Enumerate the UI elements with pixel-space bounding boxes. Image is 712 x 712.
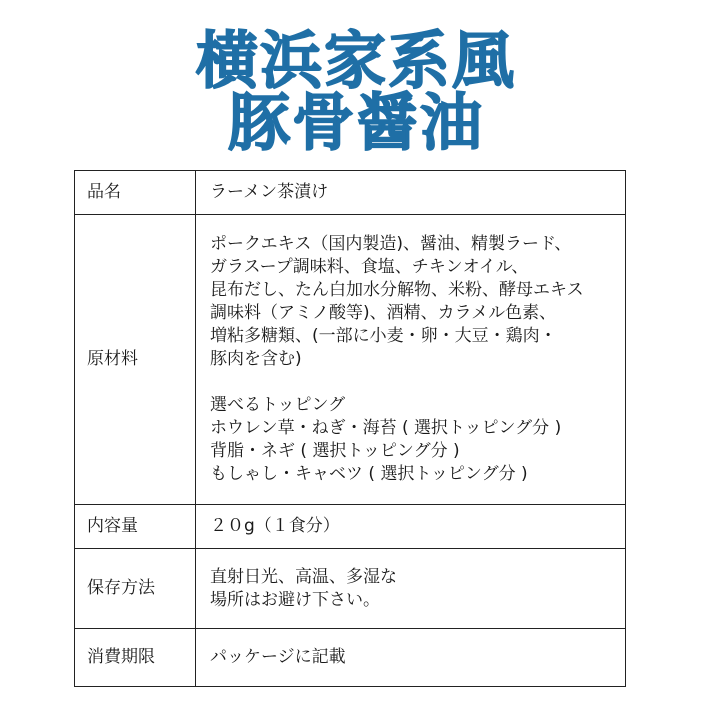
net-content-value: ２０g（１食分） [196,505,626,549]
product-title-line2: 豚骨醤油 [227,86,484,159]
ingredients-toppings-text: 選べるトッピング ホウレン草・ねぎ・海苔 ( 選択トッピング分 ) 背脂・ネギ ( 選択トッピング分 ) もしゃし・キャベツ ( 選択トッピング分 ) [210,395,562,484]
product-name-value: ラーメン茶漬け [196,171,626,215]
row-expiry [75,629,626,687]
ingredients-main-text: ポークエキス（国内製造)、醤油、精製ラード、 ガラスープ調味料、食塩、チキンオイル、 昆布だし、たん白加水分解物、米粉、酵母エキス 調味料（アミノ酸等)、酒精、カラメル色素、 増粘多糖類、(一部に小麦・卵・大豆・鶏肉・ 豚肉を含む) [210,234,584,369]
ingredients-value [196,215,626,505]
storage-value: 直射日光、高温、多湿な 場所はお避け下さい。 [196,549,626,629]
ingredients-spacer [210,371,625,394]
product-info-table [74,170,626,687]
row-ingredients [75,215,626,505]
row-net-content [75,505,626,549]
ingredients-label: 原材料 [75,215,196,505]
row-storage [75,549,626,629]
expiry-label: 消費期限 [75,629,196,687]
row-product-name [75,171,626,215]
net-content-label: 内容量 [75,505,196,549]
product-name-label: 品名 [75,171,196,215]
product-title-line1: 横浜家系風 [195,24,516,97]
expiry-value: パッケージに記載 [196,629,626,687]
storage-label: 保存方法 [75,549,196,629]
